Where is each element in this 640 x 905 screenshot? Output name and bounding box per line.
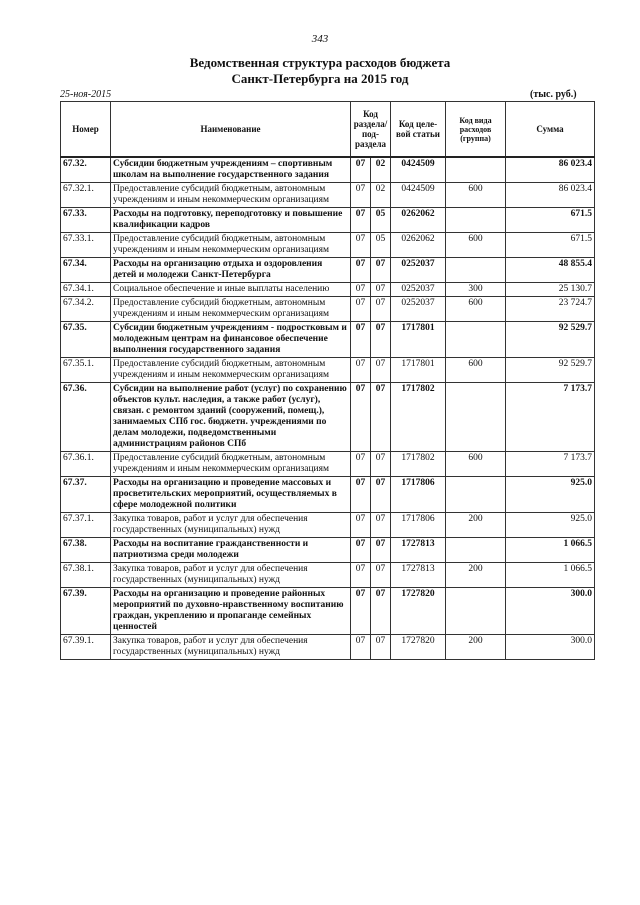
- row-section: 07: [351, 283, 371, 297]
- row-name: Субсидии на выполнение работ (услуг) по сохранению объектов культ. наследия, а также работ (услуг), связан. с ремонтом зданий (сооружений, помещ.), занимаемых СПб гос. бюджетн. учреждениями по делам молодежи, подведомственными администрациям районов СПб: [111, 383, 351, 452]
- row-section: 07: [351, 477, 371, 513]
- row-name: Закупка товаров, работ и услуг для обеспечения государственных (муниципальных) нужд: [111, 635, 351, 660]
- row-number: 67.38.: [61, 538, 111, 563]
- row-subsection: 07: [371, 383, 391, 452]
- page-number: 343: [311, 33, 329, 45]
- row-target-code: 1727813: [391, 538, 446, 563]
- row-sum: 23 724.7: [506, 297, 595, 322]
- row-section: 07: [351, 322, 371, 358]
- row-expense-type: [446, 383, 506, 452]
- table-row: [61, 183, 595, 208]
- header-expense-type: Код вида расходов (группа): [446, 102, 506, 158]
- row-target-code: 0252037: [391, 258, 446, 283]
- row-target-code: 1717806: [391, 477, 446, 513]
- row-sum: 925.0: [506, 513, 595, 538]
- row-number: 67.34.2.: [61, 297, 111, 322]
- header-target: Код целе-вой статьи: [391, 102, 446, 158]
- row-name: Социальное обеспечение и иные выплаты населению: [111, 283, 351, 297]
- row-target-code: 0262062: [391, 208, 446, 233]
- table-row: [61, 452, 595, 477]
- row-expense-type: 200: [446, 513, 506, 538]
- row-sum: 92 529.7: [506, 358, 595, 383]
- row-name: Расходы на организацию и проведение массовых и просветительских мероприятий, осуществляемых в сфере молодежной политики: [111, 477, 351, 513]
- table-row: [61, 283, 595, 297]
- row-number: 67.34.: [61, 258, 111, 283]
- table-header-row: [61, 102, 595, 158]
- header-sum: Сумма: [506, 102, 595, 158]
- row-sum: 7 173.7: [506, 452, 595, 477]
- row-target-code: 1717802: [391, 452, 446, 477]
- row-section: 07: [351, 383, 371, 452]
- document-date: 25-ноя-2015: [60, 89, 112, 100]
- row-name: Закупка товаров, работ и услуг для обеспечения государственных (муниципальных) нужд: [111, 513, 351, 538]
- row-section: 07: [351, 183, 371, 208]
- row-section: 07: [351, 635, 371, 660]
- row-subsection: 07: [371, 477, 391, 513]
- row-sum: 300.0: [506, 635, 595, 660]
- document-title: [0, 55, 640, 87]
- row-expense-type: [446, 258, 506, 283]
- table-row: [61, 358, 595, 383]
- row-expense-type: 600: [446, 297, 506, 322]
- row-sum: 1 066.5: [506, 538, 595, 563]
- row-sum: 1 066.5: [506, 563, 595, 588]
- row-section: 07: [351, 258, 371, 283]
- row-subsection: 07: [371, 297, 391, 322]
- row-target-code: 1727820: [391, 588, 446, 635]
- row-subsection: 07: [371, 538, 391, 563]
- table-row: [61, 477, 595, 513]
- row-sum: 671.5: [506, 233, 595, 258]
- row-subsection: 07: [371, 635, 391, 660]
- row-sum: 92 529.7: [506, 322, 595, 358]
- title-line-2: Санкт-Петербурга на 2015 год: [231, 71, 409, 86]
- budget-table: [60, 101, 595, 660]
- row-subsection: 07: [371, 563, 391, 588]
- table-row: [61, 563, 595, 588]
- row-expense-type: 600: [446, 452, 506, 477]
- row-number: 67.37.1.: [61, 513, 111, 538]
- row-subsection: 05: [371, 233, 391, 258]
- units-label: (тыс. руб.): [530, 89, 577, 100]
- row-target-code: 1727820: [391, 635, 446, 660]
- row-expense-type: 600: [446, 183, 506, 208]
- table-row: [61, 258, 595, 283]
- row-target-code: 1717801: [391, 322, 446, 358]
- row-sum: 86 023.4: [506, 157, 595, 183]
- row-sum: 925.0: [506, 477, 595, 513]
- title-line-1: Ведомственная структура расходов бюджета: [189, 55, 451, 70]
- row-sum: 86 023.4: [506, 183, 595, 208]
- row-target-code: 0252037: [391, 297, 446, 322]
- row-subsection: 07: [371, 322, 391, 358]
- row-name: Расходы на воспитание гражданственности и патриотизма среди молодежи: [111, 538, 351, 563]
- row-number: 67.32.: [61, 157, 111, 183]
- row-target-code: 1717801: [391, 358, 446, 383]
- row-number: 67.34.1.: [61, 283, 111, 297]
- row-expense-type: 300: [446, 283, 506, 297]
- row-subsection: 07: [371, 358, 391, 383]
- row-section: 07: [351, 358, 371, 383]
- row-target-code: 1727813: [391, 563, 446, 588]
- row-name: Предоставление субсидий бюджетным, автономным учреждениям и иным некоммерческим организациям: [111, 358, 351, 383]
- row-name: Предоставление субсидий бюджетным, автономным учреждениям и иным некоммерческим организациям: [111, 452, 351, 477]
- row-section: 07: [351, 588, 371, 635]
- row-subsection: 07: [371, 258, 391, 283]
- header-name: Наименование: [111, 102, 351, 158]
- row-number: 67.33.: [61, 208, 111, 233]
- row-sum: 671.5: [506, 208, 595, 233]
- row-target-code: 1717802: [391, 383, 446, 452]
- table-row: [61, 322, 595, 358]
- row-sum: 7 173.7: [506, 383, 595, 452]
- row-section: 07: [351, 452, 371, 477]
- table-row: [61, 233, 595, 258]
- row-name: Субсидии бюджетным учреждениям - подростковым и молодежным центрам на финансовое обеспечение выполнения государственного задания: [111, 322, 351, 358]
- table-row: [61, 538, 595, 563]
- row-number: 67.36.1.: [61, 452, 111, 477]
- row-subsection: 07: [371, 283, 391, 297]
- row-expense-type: 600: [446, 233, 506, 258]
- row-number: 67.35.1.: [61, 358, 111, 383]
- row-number: 67.33.1.: [61, 233, 111, 258]
- row-number: 67.35.: [61, 322, 111, 358]
- row-section: 07: [351, 538, 371, 563]
- header-section: Код раздела/ под-раздела: [351, 102, 391, 158]
- row-sum: 48 855.4: [506, 258, 595, 283]
- row-expense-type: [446, 477, 506, 513]
- row-number: 67.32.1.: [61, 183, 111, 208]
- table-row: [61, 297, 595, 322]
- header-number: Номер: [61, 102, 111, 158]
- row-expense-type: [446, 322, 506, 358]
- row-expense-type: 600: [446, 358, 506, 383]
- row-subsection: 02: [371, 157, 391, 183]
- row-number: 67.39.: [61, 588, 111, 635]
- row-target-code: 1717806: [391, 513, 446, 538]
- row-subsection: 07: [371, 588, 391, 635]
- row-target-code: 0424509: [391, 183, 446, 208]
- row-name: Предоставление субсидий бюджетным, автономным учреждениям и иным некоммерческим организациям: [111, 183, 351, 208]
- row-subsection: 07: [371, 452, 391, 477]
- row-name: Предоставление субсидий бюджетным, автономным учреждениям и иным некоммерческим организациям: [111, 297, 351, 322]
- row-target-code: 0424509: [391, 157, 446, 183]
- row-section: 07: [351, 208, 371, 233]
- row-expense-type: [446, 588, 506, 635]
- row-subsection: 07: [371, 513, 391, 538]
- row-number: 67.36.: [61, 383, 111, 452]
- row-number: 67.39.1.: [61, 635, 111, 660]
- row-number: 67.38.1.: [61, 563, 111, 588]
- row-section: 07: [351, 563, 371, 588]
- row-name: Субсидии бюджетным учреждениям – спортивным школам на выполнение государственного задания: [111, 157, 351, 183]
- row-target-code: 0252037: [391, 283, 446, 297]
- row-expense-type: [446, 208, 506, 233]
- row-section: 07: [351, 513, 371, 538]
- table-row: [61, 383, 595, 452]
- table-row: [61, 635, 595, 660]
- table-row: [61, 513, 595, 538]
- row-target-code: 0262062: [391, 233, 446, 258]
- row-expense-type: [446, 157, 506, 183]
- row-expense-type: 200: [446, 635, 506, 660]
- table-row: [61, 588, 595, 635]
- row-name: Расходы на подготовку, переподготовку и повышение квалификации кадров: [111, 208, 351, 233]
- row-name: Расходы на организацию и проведение районных мероприятий по духовно-нравственному воспитанию граждан, укреплению и пропаганде семейных ценностей: [111, 588, 351, 635]
- row-section: 07: [351, 233, 371, 258]
- row-name: Предоставление субсидий бюджетным, автономным учреждениям и иным некоммерческим организациям: [111, 233, 351, 258]
- row-name: Закупка товаров, работ и услуг для обеспечения государственных (муниципальных) нужд: [111, 563, 351, 588]
- row-subsection: 05: [371, 208, 391, 233]
- row-expense-type: 200: [446, 563, 506, 588]
- row-section: 07: [351, 297, 371, 322]
- row-sum: 25 130.7: [506, 283, 595, 297]
- row-name: Расходы на организацию отдыха и оздоровления детей и молодежи Санкт-Петербурга: [111, 258, 351, 283]
- table-row: [61, 157, 595, 183]
- row-section: 07: [351, 157, 371, 183]
- row-sum: 300.0: [506, 588, 595, 635]
- row-number: 67.37.: [61, 477, 111, 513]
- row-subsection: 02: [371, 183, 391, 208]
- table-row: [61, 208, 595, 233]
- row-expense-type: [446, 538, 506, 563]
